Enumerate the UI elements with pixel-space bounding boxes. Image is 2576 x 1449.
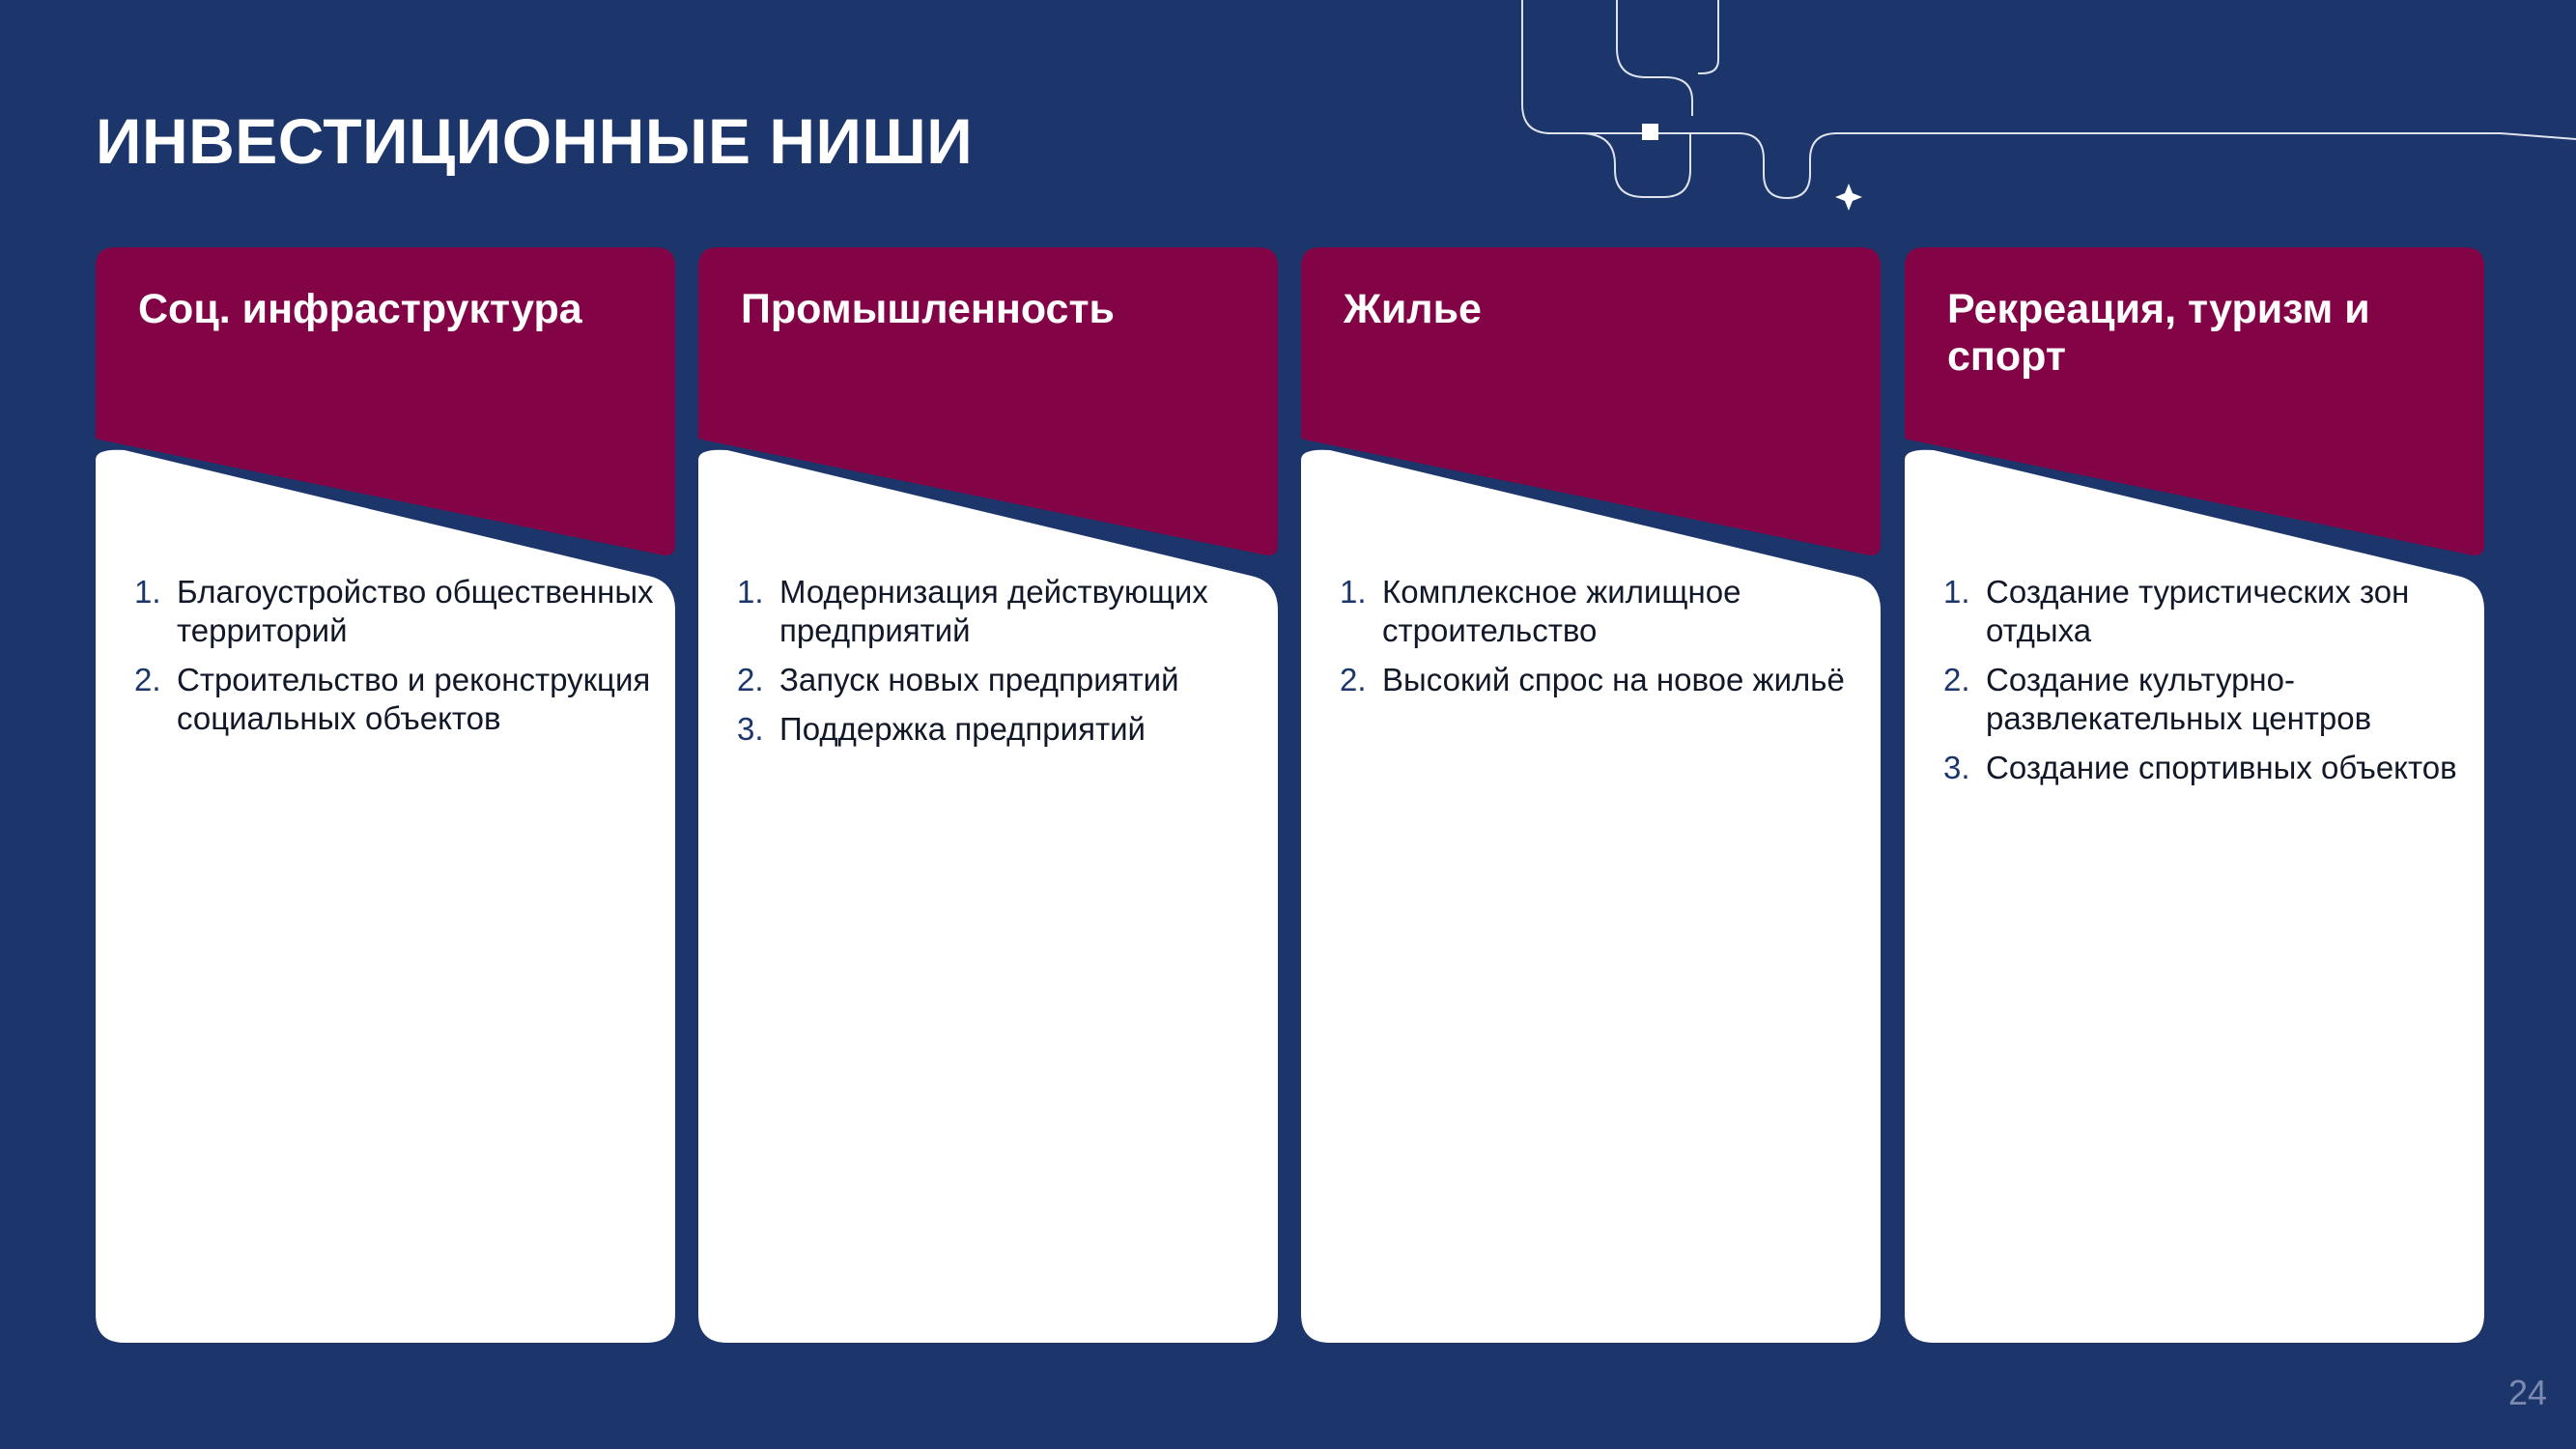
- list-item: [737, 710, 1263, 749]
- list-item: [1943, 661, 2470, 738]
- card-list: [1340, 573, 1866, 710]
- card-title: Жилье: [1344, 286, 1482, 332]
- page-title: ИНВЕСТИЦИОННЫЕ НИШИ: [96, 105, 974, 177]
- card-housing: [1301, 247, 1881, 1343]
- list-item: [134, 573, 661, 650]
- list-item-text: Создание культурно-развлекательных центров: [1986, 662, 2372, 736]
- card-background: [1301, 247, 1881, 1343]
- list-item-text: Строительство и реконструкция социальных объектов: [177, 662, 651, 736]
- card-title: Промышленность: [741, 286, 1115, 332]
- list-item: [1943, 749, 2470, 787]
- circuit-decoration: [1449, 0, 2576, 222]
- list-number: 1.: [1943, 574, 1970, 610]
- list-item: [134, 661, 661, 738]
- list-item-text: Комплексное жилищное строительство: [1382, 574, 1741, 648]
- list-item-text: Модернизация действующих предприятий: [779, 574, 1208, 648]
- page-number: 24: [2507, 1373, 2547, 1412]
- card-recreation-tourism-sport: [1905, 247, 2484, 1343]
- list-item-text: Запуск новых предприятий: [779, 662, 1179, 697]
- list-number: 3.: [1943, 750, 1970, 785]
- list-item: [1340, 573, 1866, 650]
- list-number: 2.: [1340, 662, 1367, 697]
- card-list: [737, 573, 1263, 759]
- sparkle-icon: [1835, 184, 1862, 211]
- list-number: 2.: [737, 662, 764, 697]
- list-item: [737, 573, 1263, 650]
- list-item-text: Поддержка предприятий: [779, 711, 1146, 747]
- list-item: [737, 661, 1263, 699]
- card-social-infrastructure: [96, 247, 675, 1343]
- list-item: [1943, 573, 2470, 650]
- list-number: 3.: [737, 711, 764, 747]
- circuit-node-square: [1642, 124, 1658, 140]
- card-list: [1943, 573, 2470, 798]
- list-item: [1340, 661, 1866, 699]
- card-background: [96, 247, 675, 1343]
- list-item-text: Благоустройство общественных территорий: [177, 574, 654, 648]
- card-background: [698, 247, 1278, 1343]
- card-title: Соц. инфраструктура: [138, 286, 582, 332]
- list-number: 1.: [1340, 574, 1367, 610]
- list-item-text: Высокий спрос на новое жильё: [1382, 662, 1845, 697]
- list-number: 2.: [134, 662, 161, 697]
- list-number: 1.: [737, 574, 764, 610]
- list-item-text: Создание туристических зон отдыха: [1986, 574, 2410, 648]
- card-title: Рекреация, туризм и спорт: [1947, 286, 2370, 380]
- card-industry: [698, 247, 1278, 1343]
- list-number: 2.: [1943, 662, 1970, 697]
- list-item-text: Создание спортивных объектов: [1986, 750, 2457, 785]
- card-list: [134, 573, 661, 749]
- list-number: 1.: [134, 574, 161, 610]
